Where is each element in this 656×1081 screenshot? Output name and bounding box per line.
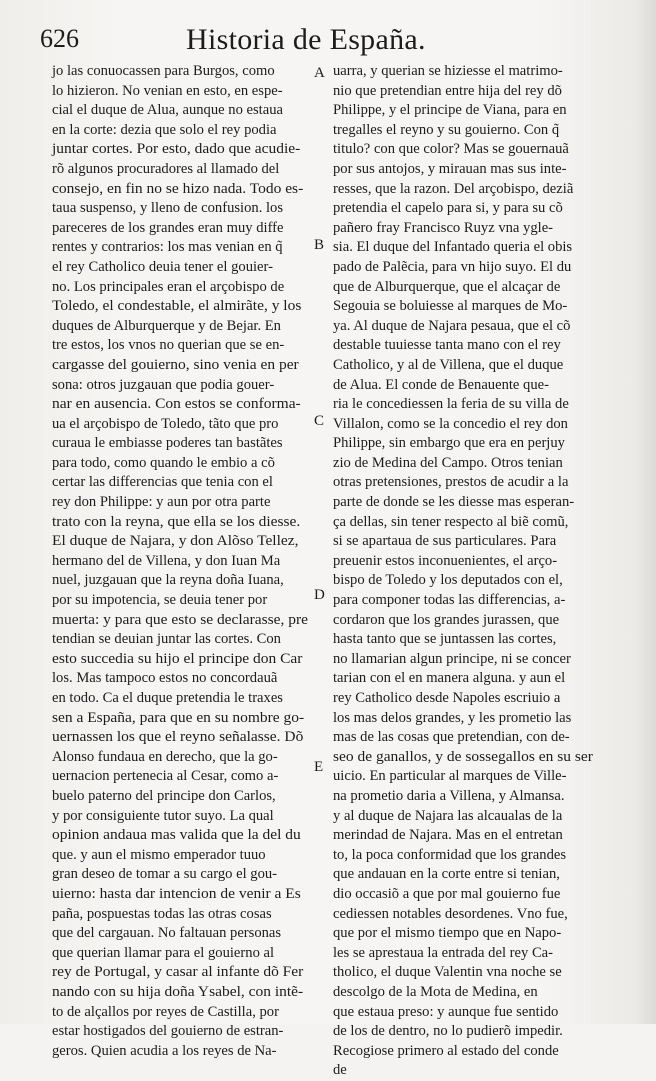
text-line: en todo. Ca el duque pretendia le traxes <box>52 690 283 706</box>
text-line: pañero fray Francisco Ruyz vna ygle- <box>333 219 554 236</box>
text-line: Philippe, sin embargo que era en perjuy <box>333 435 565 452</box>
text-line: no. Los principales eran el arçobispo de <box>52 278 285 295</box>
text-line: hasta tanto que se juntassen las cortes, <box>333 631 557 648</box>
text-line: rey Catholico desde Napoles escriuio a <box>333 690 561 706</box>
text-line: Catholico, y al de Villena, que el duque <box>333 356 564 373</box>
text-line: rentes y contrarios: los mas venian en q̃ <box>52 239 283 256</box>
page-header <box>0 14 656 58</box>
text-line: parte de donde se les diesse mas esperan- <box>333 494 575 511</box>
text-line: hermano del de Villena, y don Iuan Ma <box>52 552 281 569</box>
text-line: to de alçallos por reyes de Castilla, por <box>52 1003 279 1020</box>
right-text-column <box>333 62 603 1081</box>
text-line: les se aprestaua la entrada del rey Ca- <box>333 944 554 961</box>
text-line: descolgo de la Mota de Medina, en <box>333 983 538 1000</box>
text-line: preuenir estos inconuenientes, el arço- <box>333 552 558 569</box>
text-line: gran deseo de tomar a su cargo el gou- <box>52 866 278 883</box>
text-line: jo las conuocassen para Burgos, como <box>52 63 275 79</box>
text-line: uernassen los que el reyno señalasse. Dõ <box>52 729 304 746</box>
text-line: tarian con el en manera alguna. y aun el <box>333 670 566 687</box>
text-line: curaua le embiasse poderes tan bastãtes <box>52 435 283 452</box>
text-line: destable tuuiesse tanta mano con el rey <box>333 337 561 354</box>
margin-letter-d: D <box>314 587 325 603</box>
text-line: para todo, como quando le embio a cõ <box>52 454 275 471</box>
text-line: mas de las cosas que pretendian, con de- <box>333 729 570 746</box>
text-line: tendian se deuian juntar las cortes. Con <box>52 631 281 648</box>
text-line: tholico, el duque Valentin vna noche se <box>333 964 562 981</box>
text-line: Segouia se boluiesse al marques de Mo- <box>333 298 568 315</box>
left-text-column <box>52 62 310 1061</box>
text-line: certar las differencias que tenia con el <box>52 474 273 491</box>
text-line: Philippe, y el principe de Viana, para en <box>333 102 567 119</box>
text-line: de Alua. El conde de Benauente que- <box>333 376 549 393</box>
text-line: rey don Philippe: y aun por otra parte <box>52 494 271 511</box>
text-line: cediessen notables desordenes. Vno fue, <box>333 905 568 922</box>
text-line: pareceres de los grandes eran muy diffe <box>52 219 284 236</box>
text-line: duques de Alburquerque y de Bejar. En <box>52 317 281 334</box>
text-line: tre estos, los vnos no querian que se en- <box>52 337 285 354</box>
text-line: rõ algunos procuradores al llamado del <box>52 160 280 177</box>
text-line: ça dellas, sin tener respecto al biẽ comũ, <box>333 513 569 530</box>
text-line: consejo, en fin no se hizo nada. Todo es- <box>52 180 304 197</box>
text-line: rey de Portugal, y casar al infante dõ Fer <box>52 964 304 981</box>
text-line: por sus antojos, y mirauan mas sus inte- <box>333 160 567 177</box>
text-line: seo de ganallos, y de sossegallos en su ser <box>333 748 593 765</box>
text-line: nio que pretendian entre hija del rey dõ <box>333 82 562 99</box>
text-line: nar en ausencia. Con estos se conforma- <box>52 396 301 413</box>
text-line: Toledo, el condestable, el almirãte, y los <box>52 298 302 315</box>
text-line: nando con su hija doña Ysabel, con intẽ- <box>52 983 304 1000</box>
text-line: los mas delos grandes, y les prometio las <box>333 709 572 726</box>
text-line: los. Mas tampoco estos no concordauã <box>52 670 278 687</box>
text-line: trato con la reyna, que ella se los diesse. <box>52 513 301 530</box>
text-line: resses, que la razon. Del arçobispo, deziã <box>333 180 574 197</box>
text-line: paña, pospuestas todas las otras cosas <box>52 905 272 922</box>
page-edge-shadow <box>634 0 656 1024</box>
text-line: geros. Quien acudia a los reyes de Na- <box>52 1042 277 1059</box>
text-line: El duque de Najara, y don Alõso Tellez, <box>52 533 299 550</box>
text-line: por su impotencia, se deuia tener por <box>52 592 268 609</box>
text-line: estar hostigados del gouierno de estran- <box>52 1023 284 1040</box>
text-line: uicio. En particular al marques de Ville- <box>333 768 567 785</box>
text-line: esto succedia su hijo el principe don Car <box>52 650 303 667</box>
text-line: titulo? con que color? Mas se gouernauã <box>333 141 569 158</box>
text-line: en la corte: dezia que solo el rey podia <box>52 121 277 138</box>
text-line: y al duque de Najara las alcaualas de la <box>333 807 563 824</box>
text-line: taua suspenso, y lleno de confusion. los <box>52 200 284 217</box>
text-line: que del cargauan. No faltauan personas <box>52 925 282 942</box>
text-line: que por el mismo tiempo que en Napo- <box>333 925 562 942</box>
text-line: ria le concediessen la feria de su villa de <box>333 396 569 413</box>
margin-letter-a: A <box>314 65 325 81</box>
text-line: otras pretensiones, prestos de acudir a la <box>333 474 569 491</box>
text-line: pado de Palẽcia, para vn hijo suyo. El du <box>333 258 572 275</box>
margin-letter-c: C <box>314 413 325 429</box>
text-line: y por consiguiente tutor suyo. La qual <box>52 807 274 824</box>
text-line: el rey Catholico deuia tener el gouier- <box>52 258 273 275</box>
page-number: 626 <box>40 24 79 53</box>
text-line: sen a España, para que en su nombre go- <box>52 709 305 726</box>
text-line: que estaua preso: y aunque fue sentido <box>333 1003 559 1020</box>
text-line: cordaron que los grandes jurassen, que <box>333 611 560 628</box>
text-line: na prometio daria a Villena, y Almansa. <box>333 787 565 804</box>
text-line: tregalles el reyno y su gouierno. Con q̃ <box>333 121 560 138</box>
text-line: de los de dentro, no lo pudierõ impedir. <box>333 1023 563 1040</box>
text-line: si se apartaua de sus particulares. Para <box>333 533 557 550</box>
text-line: dio occasiõ a que por mal gouierno fue <box>333 885 561 902</box>
text-line: que andauan en la corte entre si tenian, <box>333 866 560 883</box>
text-line: ya. Al duque de Najara pesaua, que el cõ <box>333 317 571 334</box>
margin-letter-e: E <box>314 759 324 775</box>
text-line: ua el arçobispo de Toledo, tãto que pro <box>52 415 279 432</box>
text-line: buelo paterno del principe don Carlos, <box>52 787 276 804</box>
text-line: uarra, y querian se hiziesse el matrimo- <box>333 63 563 79</box>
text-line: para componer todas las differencias, a- <box>333 592 566 609</box>
text-line: uierno: hasta dar intencion de venir a Es <box>52 885 301 902</box>
text-line: opinion andaua mas valida que la del du <box>52 827 301 844</box>
text-line: Recogiose primero al estado del conde <box>333 1042 559 1059</box>
text-line: cial el duque de Alua, aunque no estaua <box>52 102 283 119</box>
text-line: lo hizieron. No venian en esto, en espe- <box>52 82 283 99</box>
text-line: Alonso fundaua en derecho, que la go- <box>52 748 278 765</box>
text-line: cargasse del gouierno, sino venia en per <box>52 356 299 373</box>
text-line: que querian llamar para el gouierno al <box>52 944 275 961</box>
text-line: pretendia el capelo para si, y para su cõ <box>333 200 563 217</box>
text-line: sona: otros juzgauan que podia gouer- <box>52 376 275 393</box>
running-title: Historia de España. <box>186 23 426 56</box>
text-line: nuel, juzgauan que la reyna doña Iuana, <box>52 572 284 589</box>
text-line: zio de Medina del Campo. Otros tenian <box>333 454 563 471</box>
text-line: que. y aun el mismo emperador tuuo <box>52 846 266 863</box>
text-line: de <box>333 1062 347 1079</box>
text-line: bispo de Toledo y los deputados con el, <box>333 572 563 589</box>
text-line: Villalon, como se la concedio el rey don <box>333 415 568 432</box>
text-line: to, la poca conformidad que los grandes <box>333 846 567 863</box>
margin-letter-b: B <box>314 237 325 253</box>
text-line: que de Alburquerque, que el alcaçar de <box>333 278 561 295</box>
text-line: muerta: y para que esto se declarasse, pre <box>52 611 308 628</box>
text-line: sia. El duque del Infantado queria el obis <box>333 239 573 256</box>
text-line: uernacion pertenecia al Cesar, como a- <box>52 768 279 785</box>
text-line: juntar cortes. Por esto, dado que acudie- <box>52 141 301 158</box>
text-line: merindad de Najara. Mas en el entretan <box>333 827 563 844</box>
text-line: no llamarian algun principe, ni se concer <box>333 650 571 667</box>
